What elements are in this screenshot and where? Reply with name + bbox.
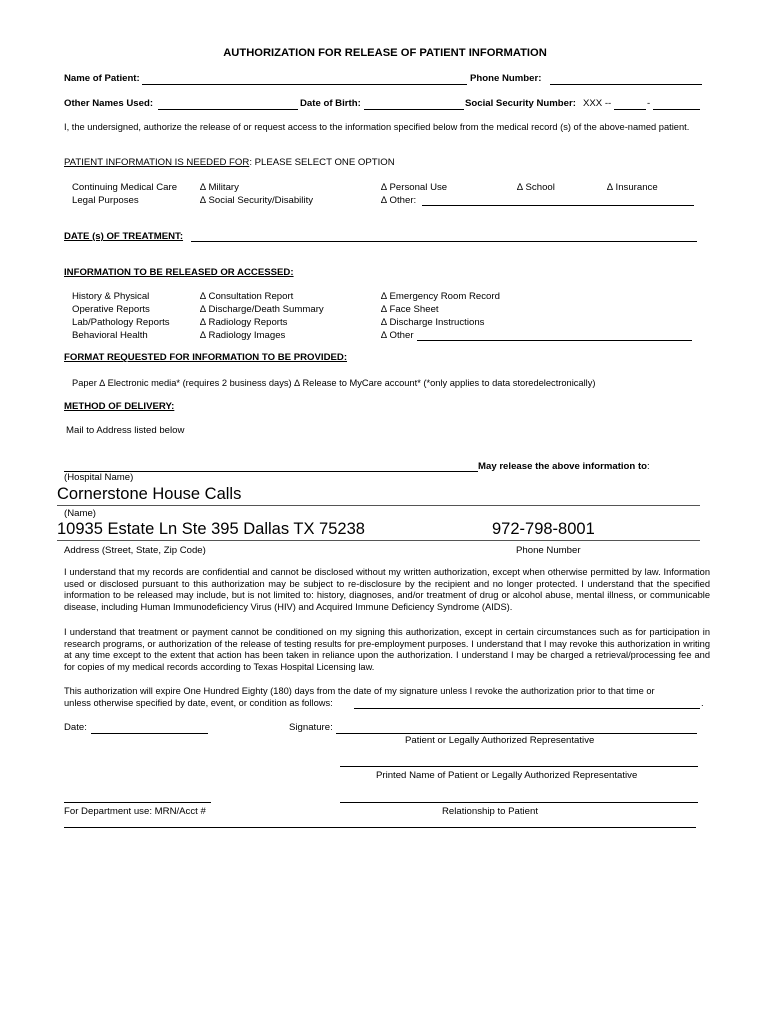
- option-legal-purposes[interactable]: Legal Purposes: [72, 195, 139, 206]
- recipient-phone: 972-798-8001: [492, 520, 595, 538]
- other-names-field[interactable]: [158, 109, 298, 110]
- intro-text: I, the undersigned, authorize the release of or request access to the information specified below from the medical record (s) of the above-named patient.: [64, 122, 690, 132]
- recipient-name-line[interactable]: [57, 505, 700, 506]
- recipient-address: 10935 Estate Ln Ste 395 Dallas TX 75238: [57, 520, 365, 538]
- dates-of-treatment-field[interactable]: [191, 241, 697, 242]
- expiration-paragraph-line2: unless otherwise specified by date, event, or condition as follows:: [64, 698, 333, 708]
- date-field[interactable]: [91, 733, 208, 734]
- relationship-label: Relationship to Patient: [442, 806, 538, 817]
- release-radiology-images[interactable]: ∆ Radiology Images: [200, 330, 286, 341]
- printed-name-field[interactable]: [340, 766, 698, 767]
- ssn-dash: -: [647, 98, 651, 109]
- release-discharge-summary[interactable]: ∆ Discharge/Death Summary: [200, 304, 324, 315]
- patient-name-label: Name of Patient:: [64, 73, 140, 84]
- option-continuing-care[interactable]: Continuing Medical Care: [72, 182, 178, 193]
- printed-name-label: Printed Name of Patient or Legally Authorized Representative: [376, 770, 638, 781]
- release-er-record[interactable]: ∆ Emergency Room Record: [381, 291, 500, 302]
- ssn-prefix: XXX --: [583, 98, 612, 109]
- phone-number-label: Phone Number:: [470, 73, 542, 84]
- date-label: Date:: [64, 722, 87, 733]
- expiration-period: .: [701, 698, 704, 709]
- release-radiology-reports[interactable]: ∆ Radiology Reports: [200, 317, 288, 328]
- option-school[interactable]: ∆ School: [517, 182, 555, 193]
- signature-label: Signature:: [289, 722, 333, 733]
- released-heading: INFORMATION TO BE RELEASED OR ACCESSED:: [64, 267, 294, 278]
- form-title: AUTHORIZATION FOR RELEASE OF PATIENT INFORMATION: [223, 47, 547, 59]
- mrn-acct-line[interactable]: [64, 802, 211, 803]
- option-social-security[interactable]: ∆ Social Security/Disability: [200, 195, 314, 206]
- expiration-paragraph-line1: This authorization will expire One Hundred Eighty (180) days from the date of my signature unless I revoke the authorization prior to that time or: [64, 686, 655, 696]
- delivery-heading: METHOD OF DELIVERY:: [64, 401, 175, 412]
- mrn-acct-field[interactable]: [64, 827, 696, 828]
- option-other[interactable]: ∆ Other:: [381, 195, 417, 206]
- may-release-label: [478, 461, 650, 472]
- expiration-condition-field[interactable]: [354, 708, 700, 709]
- patient-rep-label: Patient or Legally Authorized Representative: [405, 735, 595, 746]
- release-face-sheet[interactable]: ∆ Face Sheet: [381, 304, 439, 315]
- format-options[interactable]: Paper ∆ Electronic media* (requires 2 business days) ∆ Release to MyCare account* (*only applies to data storedelectronically): [72, 378, 596, 388]
- dob-field[interactable]: [364, 109, 464, 110]
- name-label: (Name): [64, 508, 96, 519]
- ssn-field-2[interactable]: [653, 109, 700, 110]
- signature-field[interactable]: [336, 733, 697, 734]
- purpose-heading-rest: : PLEASE SELECT ONE OPTION: [249, 157, 395, 168]
- recipient-name: Cornerstone House Calls: [57, 485, 242, 503]
- dates-of-treatment-label: DATE (s) OF TREATMENT:: [64, 231, 184, 242]
- ssn-label: Social Security Number:: [465, 98, 576, 109]
- release-behavioral-health[interactable]: Behavioral Health: [72, 330, 148, 341]
- purpose-other-field[interactable]: [422, 205, 694, 206]
- may-release-colon: :: [647, 461, 650, 472]
- hospital-name-label: (Hospital Name): [64, 472, 134, 483]
- release-history-physical[interactable]: History & Physical: [72, 291, 150, 302]
- delivery-method[interactable]: Mail to Address listed below: [66, 425, 185, 436]
- relationship-field[interactable]: [340, 802, 698, 803]
- may-release-text: May release the above information to: [478, 461, 648, 472]
- option-insurance[interactable]: ∆ Insurance: [607, 182, 658, 193]
- phone-number-field[interactable]: [550, 84, 702, 85]
- release-other[interactable]: ∆ Other: [381, 330, 414, 341]
- release-lab-pathology[interactable]: Lab/Pathology Reports: [72, 317, 170, 328]
- option-personal-use[interactable]: ∆ Personal Use: [381, 182, 448, 193]
- phone-label: Phone Number: [516, 545, 581, 556]
- ssn-field-1[interactable]: [614, 109, 646, 110]
- other-names-label: Other Names Used:: [64, 98, 154, 109]
- dob-label: Date of Birth:: [300, 98, 361, 109]
- release-operative-reports[interactable]: Operative Reports: [72, 304, 150, 315]
- dept-use-label: For Department use: MRN/Acct #: [64, 806, 206, 817]
- purpose-heading-underlined: PATIENT INFORMATION IS NEEDED FOR: [64, 157, 250, 168]
- release-other-field[interactable]: [417, 340, 692, 341]
- release-discharge-instructions[interactable]: ∆ Discharge Instructions: [381, 317, 485, 328]
- patient-name-field[interactable]: [142, 84, 467, 85]
- release-consultation-report[interactable]: ∆ Consultation Report: [200, 291, 294, 302]
- purpose-heading: [64, 157, 395, 168]
- address-label: Address (Street, State, Zip Code): [64, 545, 206, 556]
- recipient-address-line[interactable]: [57, 540, 700, 541]
- confidentiality-paragraph: I understand that my records are confidential and cannot be disclosed without my written authorization, except when otherwise permitted by law. Information used or disclosed pursuant to this authorization may be subject to re-disclosure by the recipient and no longer protected. I understand that the specified information to be released may include, but is not limited to: history, diagnoses, and/or treatment of drug or alcohol abuse, mental illness, or communicable disease, including Human Immunodeficiency Virus (HIV) and Acquired Immune Deficiency Syndrome (AIDS).: [64, 567, 710, 612]
- treatment-paragraph: I understand that treatment or payment cannot be conditioned on my signing this authorization, except in certain circumstances such as for participation in research programs, or authorization of the release of testing results for pre-employment purposes. I understand that I may revoke this authorization in writing at any time except to the extent that action has been taken in reliance upon the authorization. I understand I may be charged a retrieval/processing fee and for copies of my medical records according to Texas Hospital Licensing law.: [64, 627, 710, 672]
- option-military[interactable]: ∆ Military: [200, 182, 239, 193]
- format-heading: FORMAT REQUESTED FOR INFORMATION TO BE PROVIDED:: [64, 352, 348, 363]
